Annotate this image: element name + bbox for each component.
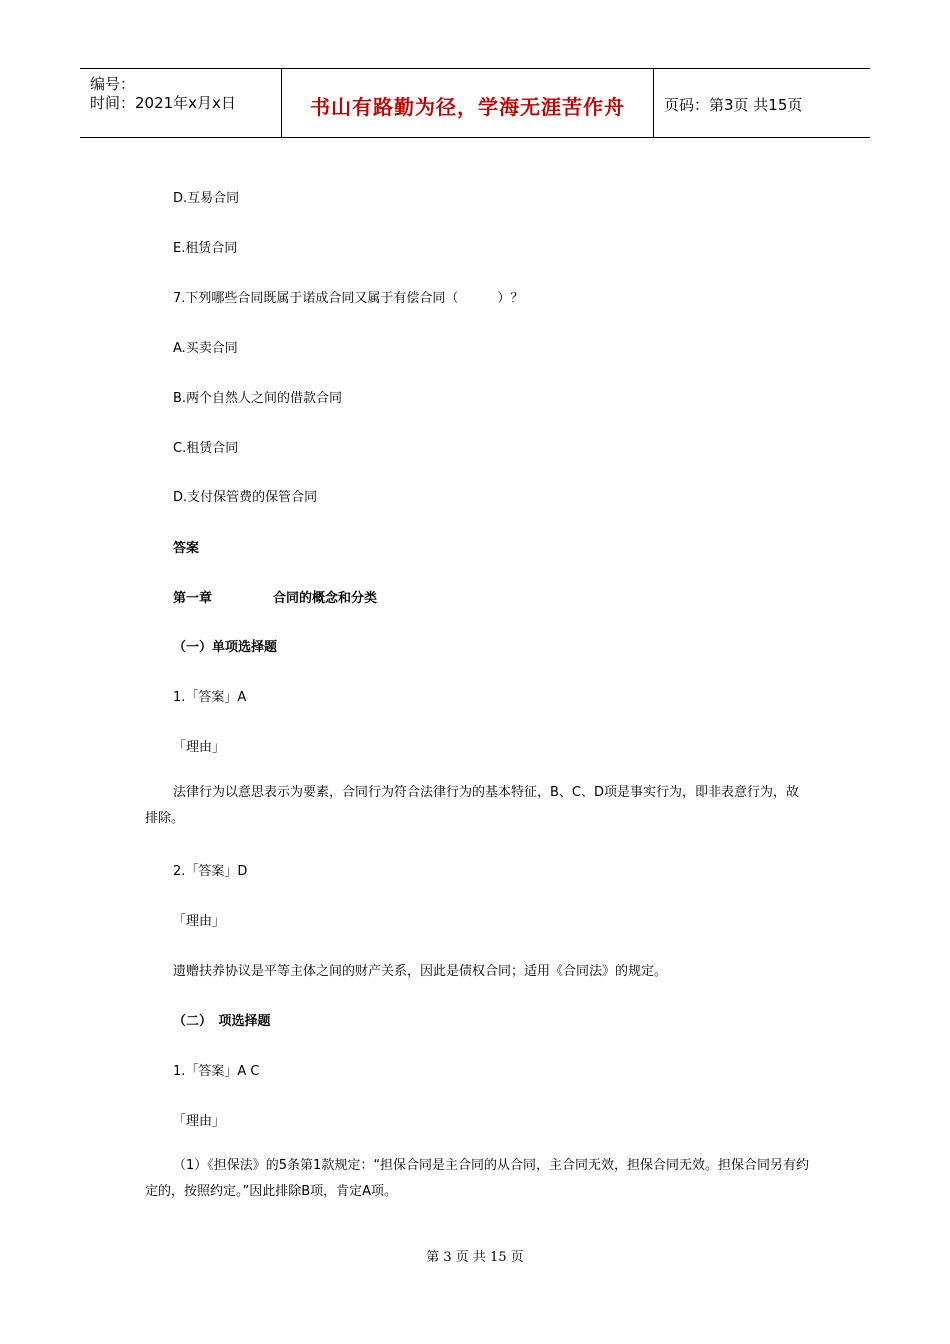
answer-line: 1.「答案」A <box>173 690 247 705</box>
chapter-title: 合同的概念和分类 <box>273 591 378 606</box>
document-number-label: 编号： <box>90 75 136 93</box>
option-c: C.租赁合同 <box>173 441 239 456</box>
answers-heading: 答案 <box>173 541 200 556</box>
reason-label: 「理由」 <box>173 914 226 929</box>
question-7: 7.下列哪些合同既属于诺成合同又属于有偿合同（ ）？ <box>173 291 524 306</box>
option-d: D.互易合同 <box>173 191 240 206</box>
document-time-label: 时间：2021年x月x日 <box>90 94 236 112</box>
reason-label: 「理由」 <box>173 1114 226 1129</box>
answer-line: 1.「答案」A C <box>173 1064 260 1079</box>
section-heading: （一）单项选择题 <box>173 640 278 655</box>
reason-label: 「理由」 <box>173 740 226 755</box>
header-page-number: 页码：第3页 共15页 <box>664 96 803 114</box>
reason-paragraph: 遗赠扶养协议是平等主体之间的财产关系，因此是债权合同；适用《合同法》的规定。 <box>173 964 668 979</box>
option-a: A.买卖合同 <box>173 341 238 356</box>
page-footer: 第 3 页 共 15 页 <box>426 1250 524 1265</box>
header-motto: 书山有路勤为径，学海无涯苦作舟 <box>310 95 625 119</box>
section-heading: （二） 项选择题 <box>173 1014 271 1029</box>
page-header <box>80 68 870 138</box>
reason-paragraph: （1）《担保法》的5条第1款规定：“担保合同是主合同的从合同，主合同无效，担保合同无效。担保合同另有约定的，按照约定。”因此排除B项，肯定A项。 <box>145 1158 810 1199</box>
option-e: E.租赁合同 <box>173 241 238 256</box>
header-page-cell <box>654 69 870 137</box>
option-b: B.两个自然人之间的借款合同 <box>173 391 343 406</box>
chapter-number: 第一章 <box>173 591 213 606</box>
answer-line: 2.「答案」D <box>173 864 248 879</box>
reason-paragraph: 法律行为以意思表示为要素，合同行为符合法律行为的基本特征，B、C、D项是事实行为，即非表意行为，故排除。 <box>145 785 800 826</box>
option-d: D.支付保管费的保管合同 <box>173 490 318 505</box>
header-motto-cell <box>282 69 654 137</box>
header-left-cell <box>80 69 282 137</box>
